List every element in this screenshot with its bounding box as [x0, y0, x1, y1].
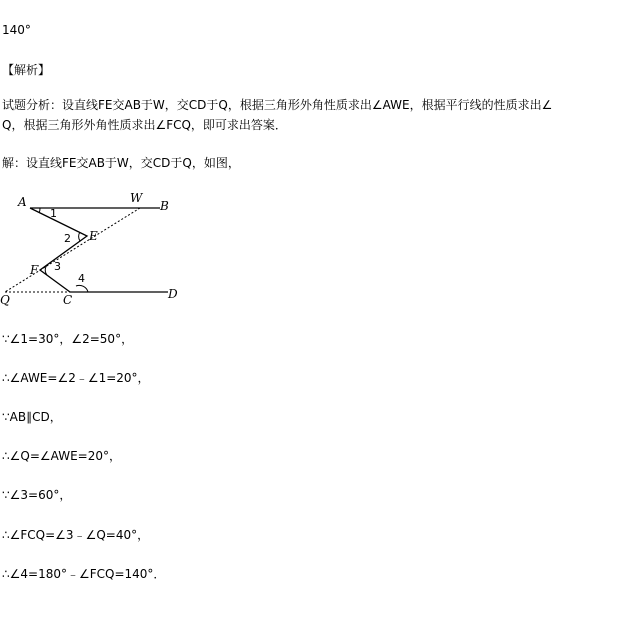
- label-angle-3: 3: [54, 260, 61, 273]
- dotted-line-wq: [5, 208, 140, 292]
- label-b: B: [160, 199, 169, 213]
- label-e: E: [89, 229, 98, 243]
- label-angle-2: 2: [64, 232, 71, 245]
- analysis-heading: 【解析】: [2, 63, 51, 77]
- step-line: ∵∠3=60°，: [2, 488, 72, 502]
- angle-3-arc: [45, 265, 47, 275]
- label-w: W: [130, 191, 143, 205]
- step-line: ∵∠1=30°，∠2=50°，: [2, 332, 134, 346]
- angle-4-arc: [76, 285, 88, 292]
- answer-text: 140°: [2, 23, 31, 37]
- step-line: ∴∠AWE=∠2﹣∠1=20°，: [2, 371, 150, 385]
- label-f: F: [30, 263, 39, 277]
- analysis-line-2: Q，根据三角形外角性质求出∠FCQ，即可求出答案．: [2, 118, 287, 132]
- analysis-line-1: 试题分析：设直线FE交AB于W，交CD于Q，根据三角形外角性质求出∠AWE，根据平行线的性质求出∠: [2, 98, 553, 112]
- label-angle-4: 4: [78, 272, 85, 285]
- label-c: C: [63, 293, 73, 307]
- label-d: D: [168, 287, 178, 301]
- label-a: A: [18, 195, 27, 209]
- angle-1-arc: [39, 208, 40, 213]
- angle-2-arc: [79, 232, 80, 241]
- step-line: ∴∠4=180°﹣∠FCQ=140°．: [2, 567, 166, 581]
- step-line: ∵AB∥CD，: [2, 410, 62, 424]
- label-angle-1: 1: [50, 207, 57, 220]
- solution-intro: 解：设直线FE交AB于W，交CD于Q，如图，: [2, 156, 240, 170]
- geometry-figure: [0, 186, 200, 316]
- step-line: ∴∠Q=∠AWE=20°，: [2, 449, 121, 463]
- step-line: ∴∠FCQ=∠3﹣∠Q=40°，: [2, 528, 150, 542]
- label-q: Q: [0, 293, 10, 307]
